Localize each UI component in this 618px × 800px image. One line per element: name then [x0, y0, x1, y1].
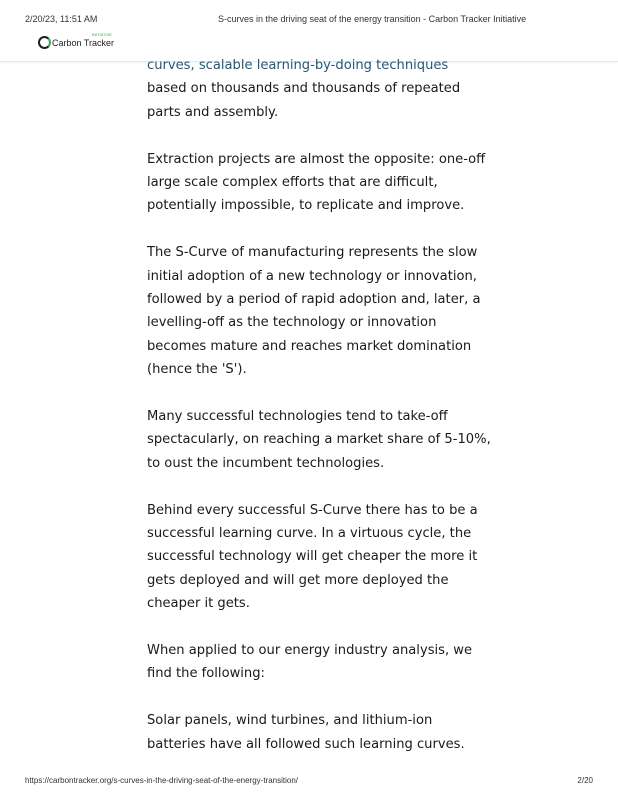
paragraph-line: based on thousands and thousands of repeated [147, 81, 461, 97]
page-url[interactable]: https://carbontracker.org/s-curves-in-the-driving-seat-of-the-energy-transition/ [25, 776, 298, 785]
page-number: 2/20 [577, 776, 593, 785]
paragraph-line: Solar panels, wind turbines, and lithium-ion [147, 713, 433, 729]
paragraph-line: initial adoption of a new technology or innovation, [147, 268, 477, 284]
article-body [147, 54, 491, 779]
paragraph-7 [147, 709, 477, 756]
paragraph-line: to oust the incumbent technologies. [147, 455, 385, 471]
print-date: 2/20/23, 11:51 AM [25, 14, 98, 24]
paragraph-line: cheaper it gets. [147, 596, 250, 612]
paragraph-line: (hence the 'S'). [147, 362, 247, 378]
paragraph-line: Behind every successful S-Curve there has to be a [147, 502, 478, 518]
print-page-title: S-curves in the driving seat of the energy transition - Carbon Tracker Initiative [218, 14, 527, 24]
paragraph-line: Extraction projects are almost the opposite: one-off [147, 151, 486, 167]
logo-subtext: INITIATIVE [92, 32, 112, 37]
learning-curves-link[interactable]: curves, scalable learning-by-doing techniques [147, 58, 449, 73]
paragraph-line: parts and assembly. [147, 104, 279, 120]
paragraph-line: becomes mature and reaches market domination [147, 338, 472, 354]
logo-ring-icon [38, 36, 51, 49]
paragraph-line: gets deployed and will get more deployed the [147, 572, 449, 588]
paragraph-6 [147, 639, 477, 686]
carbon-tracker-logo[interactable] [38, 32, 115, 49]
paragraph-line: spectacularly, on reaching a market share of 5-10%, [147, 432, 491, 448]
paragraph-line: levelling-off as the technology or innovation [147, 315, 437, 331]
logo-text: Carbon Tracker [52, 37, 115, 48]
paragraph-line: batteries have all followed such learning curves. [147, 736, 465, 752]
paragraph-line: followed by a period of rapid adoption and, later, a [147, 292, 481, 308]
paragraph-2 [147, 148, 486, 218]
paragraph-line: Many successful technologies tend to take-off [147, 409, 448, 425]
paragraph-line: When applied to our energy industry analysis, we [147, 643, 473, 659]
paragraph-4 [147, 405, 491, 475]
paragraph-5 [147, 499, 477, 616]
paragraph-line: successful learning curve. In a virtuous cycle, the [147, 526, 472, 542]
paragraph-line: successful technology will get cheaper the more it [147, 549, 478, 565]
paragraph-line: large scale complex efforts that are difficult, [147, 175, 438, 191]
paragraph-line: potentially impossible, to replicate and improve. [147, 198, 465, 214]
paragraph-line: The S-Curve of manufacturing represents the slow [147, 245, 478, 261]
paragraph-3 [147, 241, 481, 381]
paragraph-1 [147, 54, 477, 124]
paragraph-line: find the following: [147, 666, 265, 682]
